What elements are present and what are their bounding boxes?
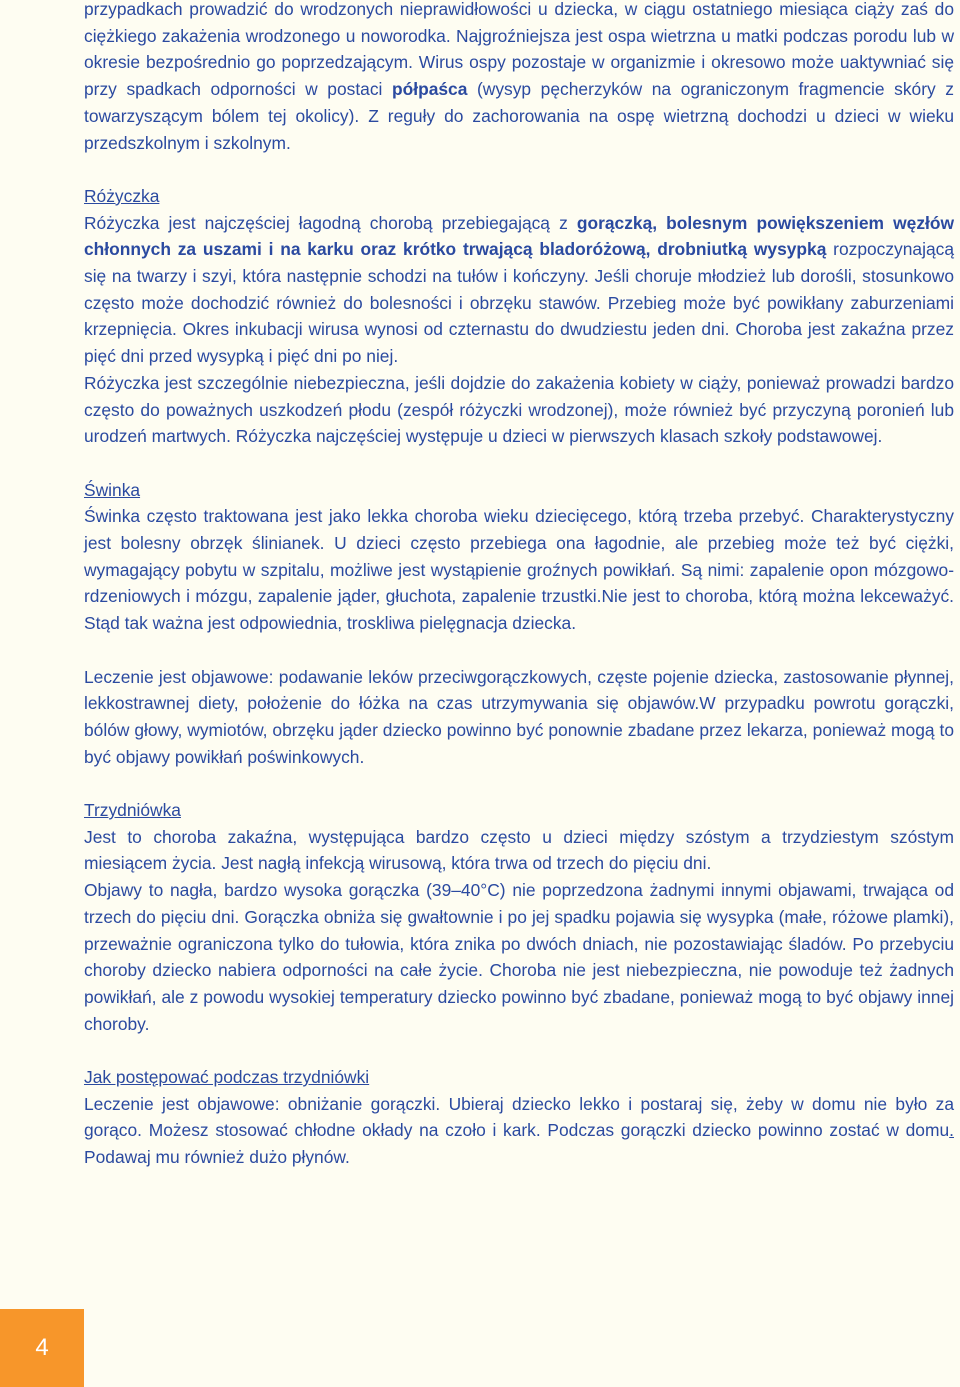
page-number-tab — [0, 1309, 84, 1387]
underlined-period: . — [949, 1120, 954, 1141]
swinka-paragraph-1: Świnka często traktowana jest jako lekka choroba wieku dziecięcego, którą trzeba przebyć. Charakterystyczny jest bolesny obrzęk ślinianek. U dzieci często przebiega ona łagodnie, ale przebieg może też być ciężki, wymagający pobytu w szpitalu, możliwe jest wystąpienie groźnych powikłań. Są nimi: zapalenie opon mózgowo-rdzeniowych i mózgu, zapalenie jąder, głuchota, zapalenie trzustki.Nie jest to choroba, którą można lekceważyć. Stąd tak ważna jest odpowiednia, troskliwa pielęgnacja dziecka. — [84, 506, 954, 634]
spacer — [84, 1037, 954, 1064]
section-heading-trzydniowka: Trzydniówka — [84, 800, 181, 821]
page-content — [84, 0, 954, 1171]
spacer — [84, 770, 954, 797]
intro-paragraph — [84, 0, 954, 156]
intro-bold-term: półpaśca — [392, 79, 468, 100]
swinka-paragraph-2: Leczenie jest objawowe: podawanie leków przeciwgorączkowych, częste pojenie dziecka, zastosowanie płynnej, lekkostrawnej diety, położenie do łóżka na czas utrzymywania się objawów.W przypadku powrotu gorączki, bólów głowy, wymiotów, obrzęku jąder dziecko powinno być ponownie zbadane przez lekarza, ponieważ mogą to być objawy powikłań poświnkowych. — [84, 666, 954, 767]
rozyczka-text-end: rozpoczynającą się na twarzy i szyi, która następnie schodzi na tułów i kończyny. Jeśli choruje młodzież lub dorośli, stosunkowo często może dochodzić również do bolesności i obrzęku stawów. Przebieg może być powikłany zaburzeniami krzepnięcia. Okres inkubacji wirusa wynosi od czternastu do dwudziestu jeden dni. Choroba jest zakaźna przez pięć dni przed wysypką i pięć dni po niej. — [84, 239, 954, 367]
section-heading-swinka: Świnka — [84, 479, 141, 500]
jak-postepowac-paragraph — [84, 1091, 954, 1171]
rozyczka-bold-symptoms: gorączką, bolesnym powiększeniem węzłów chłonnych za uszami i na karku oraz krótko trwającą bladoróżową, drobniutką wysypką — [84, 212, 954, 260]
jak-postepowac-text-start: Leczenie jest objawowe: obniżanie gorączki. Ubieraj dziecko lekko i postaraj się, żeby w domu nie było za gorąco. Możesz stosować chłodne okłady na czoło i kark. Podczas gorączki dziecko powinno zostać w domu — [84, 1093, 954, 1141]
intro-text-end: (wysyp pęcherzyków na ograniczonym fragmencie skóry z towarzyszącym bólem tej okolicy). Z reguły do zachorowania na ospę wietrzną dochodzi u dzieci w wieku przedszkolnym i szkolnym. — [84, 79, 954, 153]
jak-postepowac-text-end: Podawaj mu również dużo płynów. — [84, 1147, 350, 1168]
intro-text: przypadkach prowadzić do wrodzonych nieprawidłowości u dziecka, w ciągu ostatniego miesiąca ciąży zaś do ciężkiego zakażenia wrodzonego u noworodka. Najgroźniejsza jest ospa wietrzna u matki podczas porodu lub w okresie bezpośrednio go poprzedzającym. Wirus ospy pozostaje w organizmie i okresowo może uaktywniać się przy spadkach odporności w postaci — [84, 0, 954, 100]
trzydniowka-paragraph-2: Objawy to nagła, bardzo wysoka gorączka (39–40°C) nie poprzedzona żadnymi innymi objawami, trwająca od trzech do pięciu dni. Gorączka obniża się gwałtownie i po jej spadku pojawia się wysypka (małe, różowe plamki), przeważnie ograniczona tylko do tułowia, która znika po dwóch dniach, nie pozostawiając śladów. Po przebyciu choroby dziecko nabiera odporności na całe życie. Choroba nie jest niebezpieczna, nie powoduje też żadnych powikłań, ale z powodu wysokiej temperatury dziecko powinno być zbadane, ponieważ mogą to być objawy innej choroby. — [84, 880, 954, 1034]
spacer — [84, 156, 954, 183]
section-heading-jak-postepowac: Jak postępować podczas trzydniówki — [84, 1067, 370, 1088]
trzydniowka-paragraph-1: Jest to choroba zakaźna, występująca bardzo często u dzieci między szóstym a trzydziestym szóstym miesiącem życia. Jest nagłą infekcją wirusową, która trwa od trzech do pięciu dni. — [84, 826, 954, 874]
page-number: 4 — [35, 1334, 49, 1361]
section-heading-rozyczka: Różyczka — [84, 185, 160, 206]
rozyczka-paragraph-1 — [84, 210, 954, 370]
spacer — [84, 637, 954, 664]
rozyczka-paragraph-2: Różyczka jest szczególnie niebezpieczna, jeśli dojdzie do zakażenia kobiety w ciąży, ponieważ prowadzi bardzo często do poważnych uszkodzeń płodu (zespół różyczki wrodzonej), może również być przyczyną poronień lub urodzeń martwych. Różyczka najczęściej występuje u dzieci w pierwszych klasach szkoły podstawowej. — [84, 372, 954, 447]
spacer — [84, 450, 954, 477]
rozyczka-text-start: Różyczka jest najczęściej łagodną chorobą przebiegającą z — [84, 212, 577, 233]
